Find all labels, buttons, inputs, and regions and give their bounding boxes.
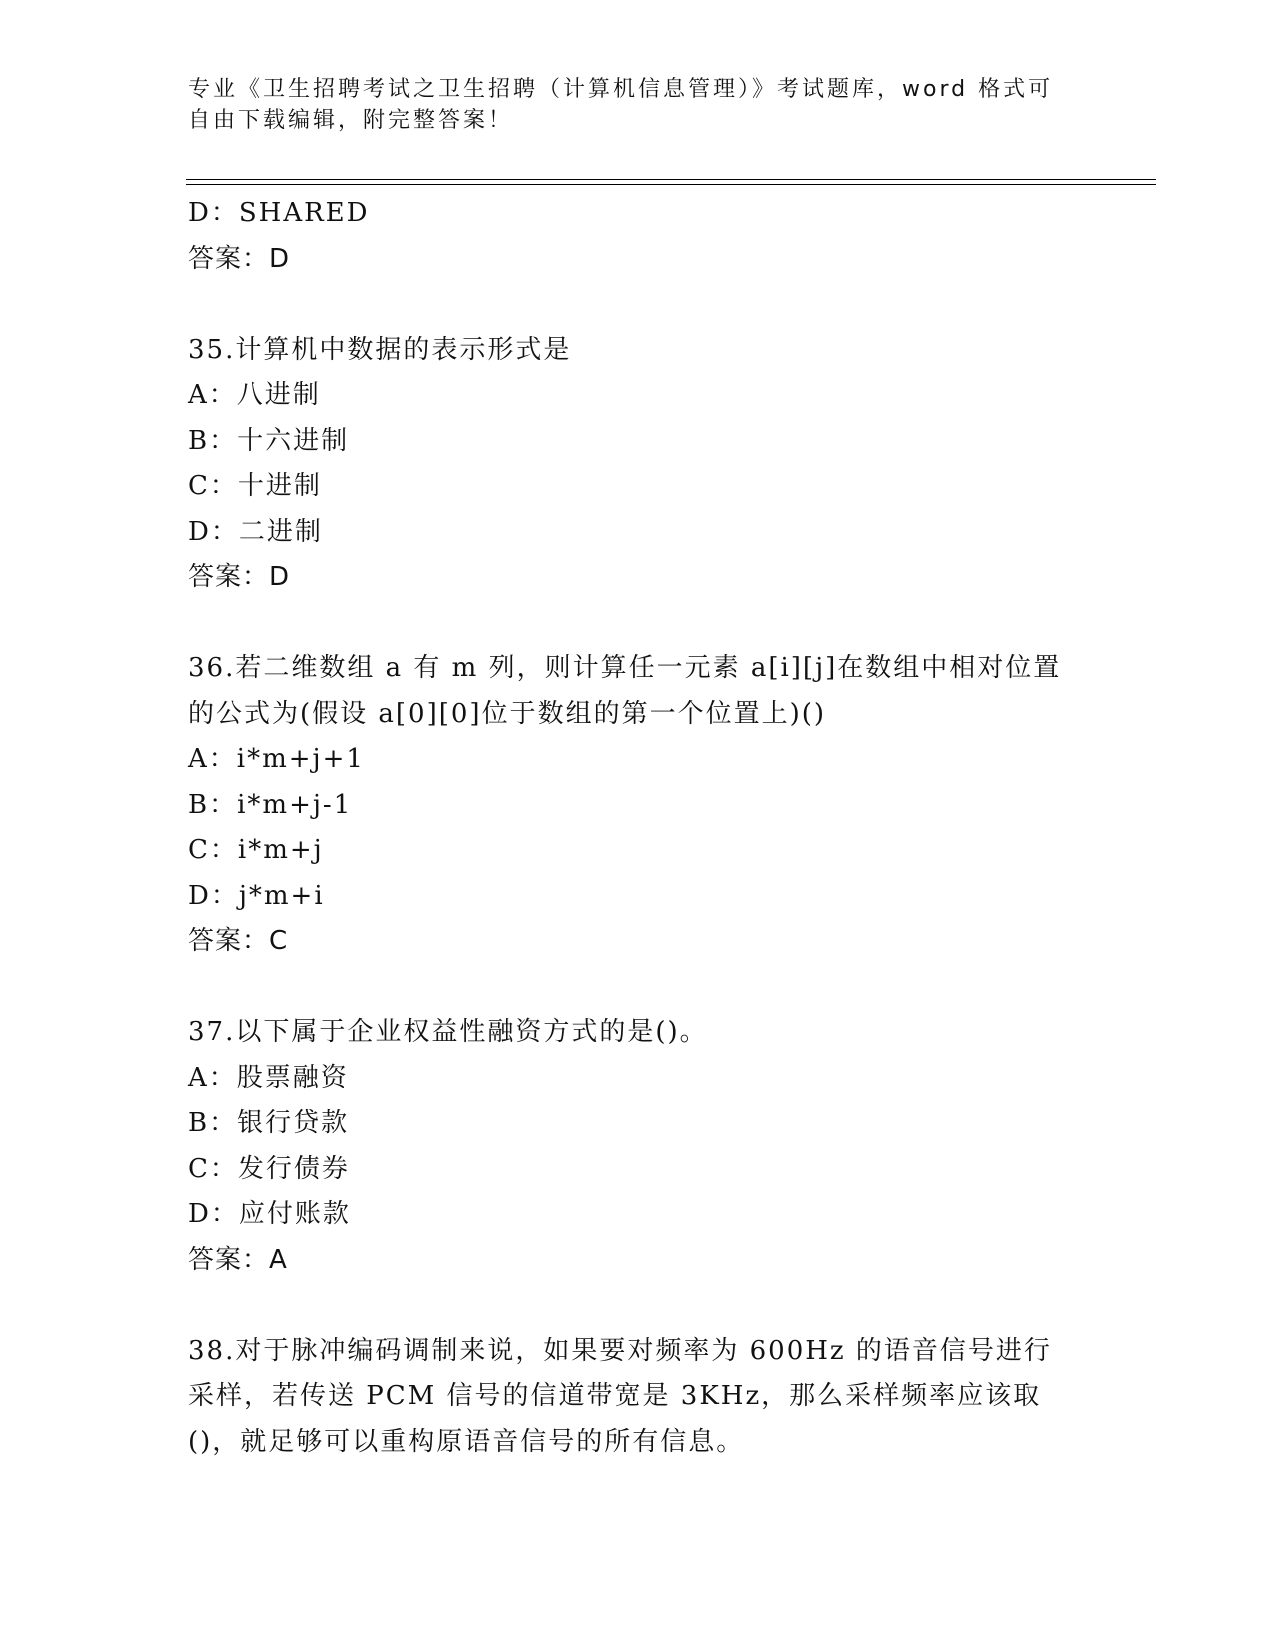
- option-text: D：j*m+i: [188, 880, 325, 911]
- option-text: D：应付账款: [188, 1199, 351, 1229]
- option-text: C：十进制: [188, 471, 322, 501]
- option-text: B：十六进制: [188, 425, 350, 456]
- option-text: B：银行贷款: [188, 1108, 350, 1138]
- option-text: C：发行债券: [188, 1153, 350, 1184]
- header-divider-top: [186, 179, 1156, 180]
- answer-text: 答案：D: [188, 243, 291, 274]
- question-list: [188, 191, 1078, 1465]
- option-text: B：i*m+j-1: [188, 789, 353, 820]
- answer-text: 答案：A: [188, 1244, 288, 1275]
- answer-text: 答案：C: [188, 926, 289, 956]
- question-stem: 35.计算机中数据的表示形式是: [188, 334, 572, 365]
- question-stem: 37.以下属于企业权益性融资方式的是()。: [188, 1017, 708, 1047]
- option-text: C：i*m+j: [188, 835, 324, 865]
- option-text: A：i*m+j+1: [188, 744, 365, 774]
- question-stem: 36.若二维数组 a 有 m 列，则计算任一元素 a[i][j]在数组中相对位置的公式为(假设 a[0][0]位于数组的第一个位置上)(): [188, 653, 1062, 729]
- document-header: 专业《卫生招聘考试之卫生招聘（计算机信息管理）》考试题库，word 格式可自由下载编辑，附完整答案！: [188, 77, 1054, 133]
- option-text: A：股票融资: [188, 1062, 349, 1093]
- header-divider-bottom: [186, 184, 1156, 185]
- answer-text: 答案：D: [188, 562, 291, 592]
- question-stem: 38.对于脉冲编码调制来说，如果要对频率为 600Hz 的语音信号进行采样，若传送 PCM 信号的信道带宽是 3KHz，那么采样频率应该取()，就足够可以重构原语音信号的所有信息。: [188, 1335, 1052, 1457]
- option-text: D：SHARED: [188, 198, 370, 228]
- option-text: D：二进制: [188, 516, 323, 547]
- option-text: A：八进制: [188, 380, 321, 410]
